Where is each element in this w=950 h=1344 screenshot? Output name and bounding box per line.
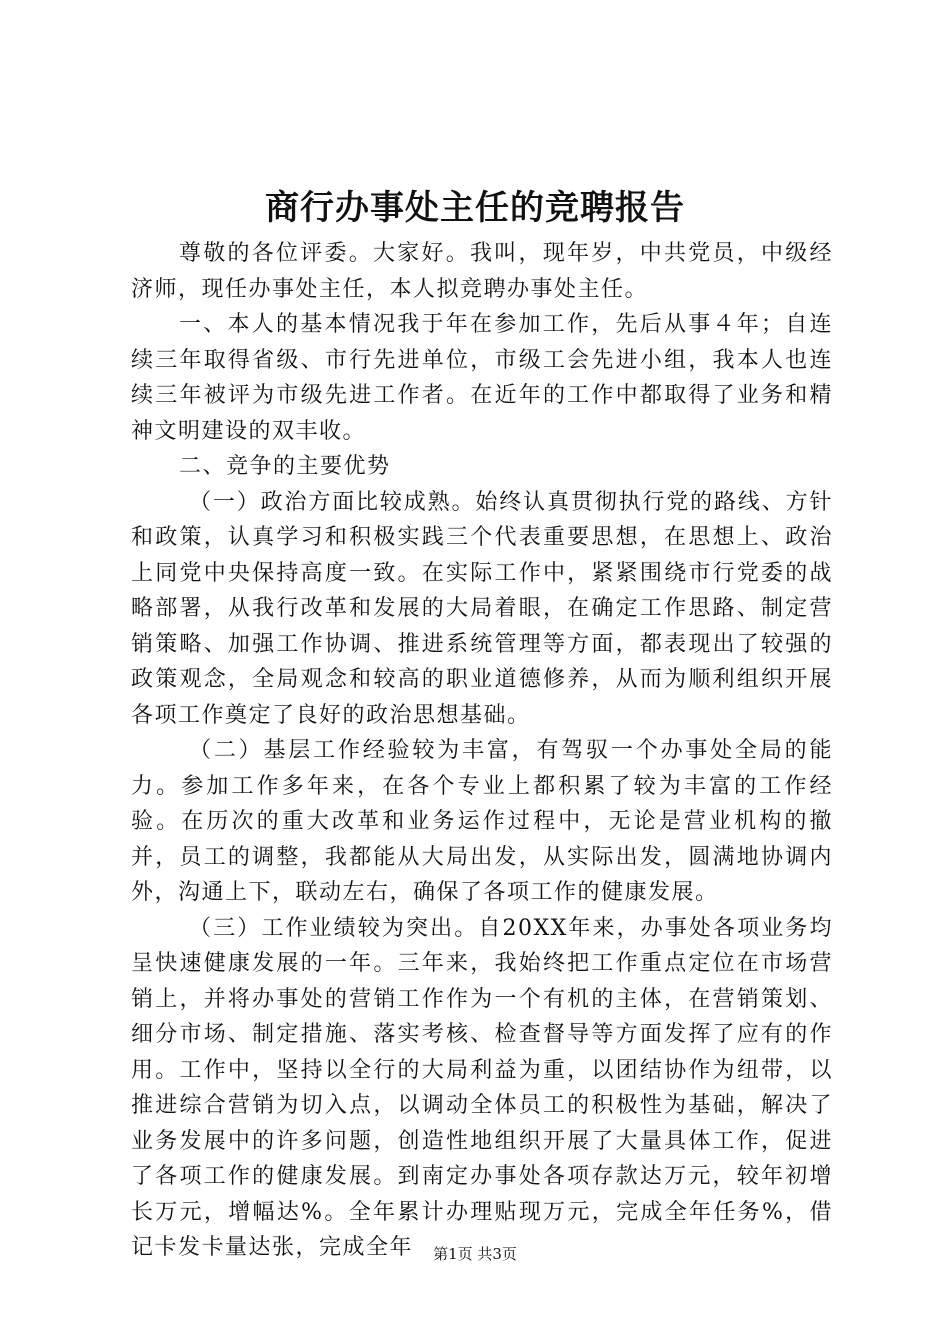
page-number-footer: 第1页 共3页 xyxy=(433,1245,517,1263)
paragraph-achievements: （三）工作业绩较为突出。自20XX年来，办事处各项业务均呈快速健康发展的一年。三年来，我始终把工作重点定位在市场营销上，并将办事处的营销工作作为一个有机的主体，在营销策划、细分市场、制定措施、落实考核、检查督导等方面发挥了应有的作用。工作中，坚持以全行的大局利益为重，以团结协作为纽带，以推进综合营销为切入点，以调动全体员工的积极性为基础，解决了业务发展中的许多问题，创造性地组织开展了大量具体工作，促进了各项工作的健康发展。到南定办事处各项存款达万元，较年初增长万元，增幅达%。全年累计办理贴现万元，完成全年任务%，借记卡发卡量达张，完成全年 xyxy=(131,915,833,1260)
section-heading-advantages: 二、竞争的主要优势 xyxy=(179,454,391,479)
paragraph-basic-info: 一、本人的基本情况我于年在参加工作，先后从事４年；自连续三年取得省级、市行先进单位，市级工会先进小组，我本人也连续三年被评为市级先进工作者。在近年的工作中都取得了业务和精神文明建设的双丰收。 xyxy=(131,312,833,444)
document-title: 商行办事处主任的竞聘报告 xyxy=(265,188,685,228)
paragraph-greeting: 尊敬的各位评委。大家好。我叫，现年岁，中共党员，中级经济师，现任办事处主任，本人拟竞聘办事处主任。 xyxy=(131,241,833,302)
document-body xyxy=(131,236,833,1266)
paragraph-experience: （二）基层工作经验较为丰富，有驾驭一个办事处全局的能力。参加工作多年来，在各个专业上都积累了较为丰富的工作经验。在历次的重大改革和业务运作过程中，无论是营业机构的撤并，员工的调整，我都能从大局出发，从实际出发，圆满地协调内外，沟通上下，联动左右，确保了各项工作的健康发展。 xyxy=(131,738,833,905)
paragraph-political: （一）政治方面比较成熟。始终认真贯彻执行党的路线、方针和政策，认真学习和积极实践三个代表重要思想，在思想上、政治上同党中央保持高度一致。在实际工作中，紧紧围绕市行党委的战略部署，从我行改革和发展的大局着眼，在确定工作思路、制定营销策略、加强工作协调、推进系统管理等方面，都表现出了较强的政策观念，全局观念和较高的职业道德修养，从而为顺利组织开展各项工作奠定了良好的政治思想基础。 xyxy=(131,489,833,728)
